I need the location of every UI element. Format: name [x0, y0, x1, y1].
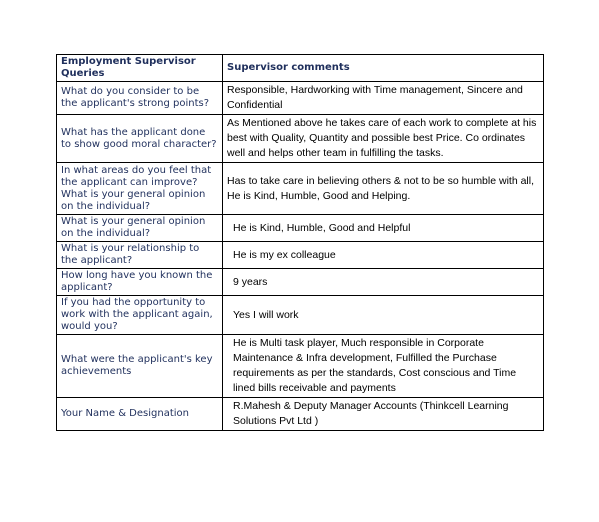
- comment-cell: Yes I will work: [223, 296, 544, 335]
- table-row: [57, 242, 544, 269]
- comment-cell: He is Multi task player, Much responsible in Corporate Maintenance & Infra development, Fulfilled the Purchase requirements as per the standards, Cost conscious and Time lined bills receivable and payments: [223, 335, 544, 398]
- header-queries: Employment Supervisor Queries: [57, 55, 223, 82]
- table-row: [57, 269, 544, 296]
- table-header-row: [57, 55, 544, 82]
- query-cell: What were the applicant's key achievements: [57, 335, 223, 398]
- comment-cell: Has to take care in believing others & not to be so humble with all, He is Kind, Humble, Good and Helping.: [223, 163, 544, 215]
- table-row: [57, 335, 544, 398]
- comment-cell: He is my ex colleague: [223, 242, 544, 269]
- comment-cell: He is Kind, Humble, Good and Helpful: [223, 215, 544, 242]
- query-cell: What do you consider to be the applicant's strong points?: [57, 82, 223, 115]
- comment-cell: 9 years: [223, 269, 544, 296]
- query-cell: How long have you known the applicant?: [57, 269, 223, 296]
- query-cell: In what areas do you feel that the applicant can improve? What is your general opinion on the individual?: [57, 163, 223, 215]
- query-cell: What is your relationship to the applicant?: [57, 242, 223, 269]
- table-row: [57, 296, 544, 335]
- query-cell: If you had the opportunity to work with the applicant again, would you?: [57, 296, 223, 335]
- table-row: [57, 215, 544, 242]
- table-row: [57, 163, 544, 215]
- comment-cell: Responsible, Hardworking with Time management, Sincere and Confidential: [223, 82, 544, 115]
- comment-cell: As Mentioned above he takes care of each work to complete at his best with Quality, Quantity and possible best Price. Co ordinates well and helps other team in fulfilling the tasks.: [223, 115, 544, 163]
- table-row: [57, 398, 544, 431]
- reference-table: [56, 54, 544, 431]
- table-row: [57, 82, 544, 115]
- comment-cell: R.Mahesh & Deputy Manager Accounts (Thinkcell Learning Solutions Pvt Ltd ): [223, 398, 544, 431]
- query-cell: Your Name & Designation: [57, 398, 223, 431]
- table-row: [57, 115, 544, 163]
- query-cell: What has the applicant done to show good moral character?: [57, 115, 223, 163]
- header-comments: Supervisor comments: [223, 55, 544, 82]
- query-cell: What is your general opinion on the individual?: [57, 215, 223, 242]
